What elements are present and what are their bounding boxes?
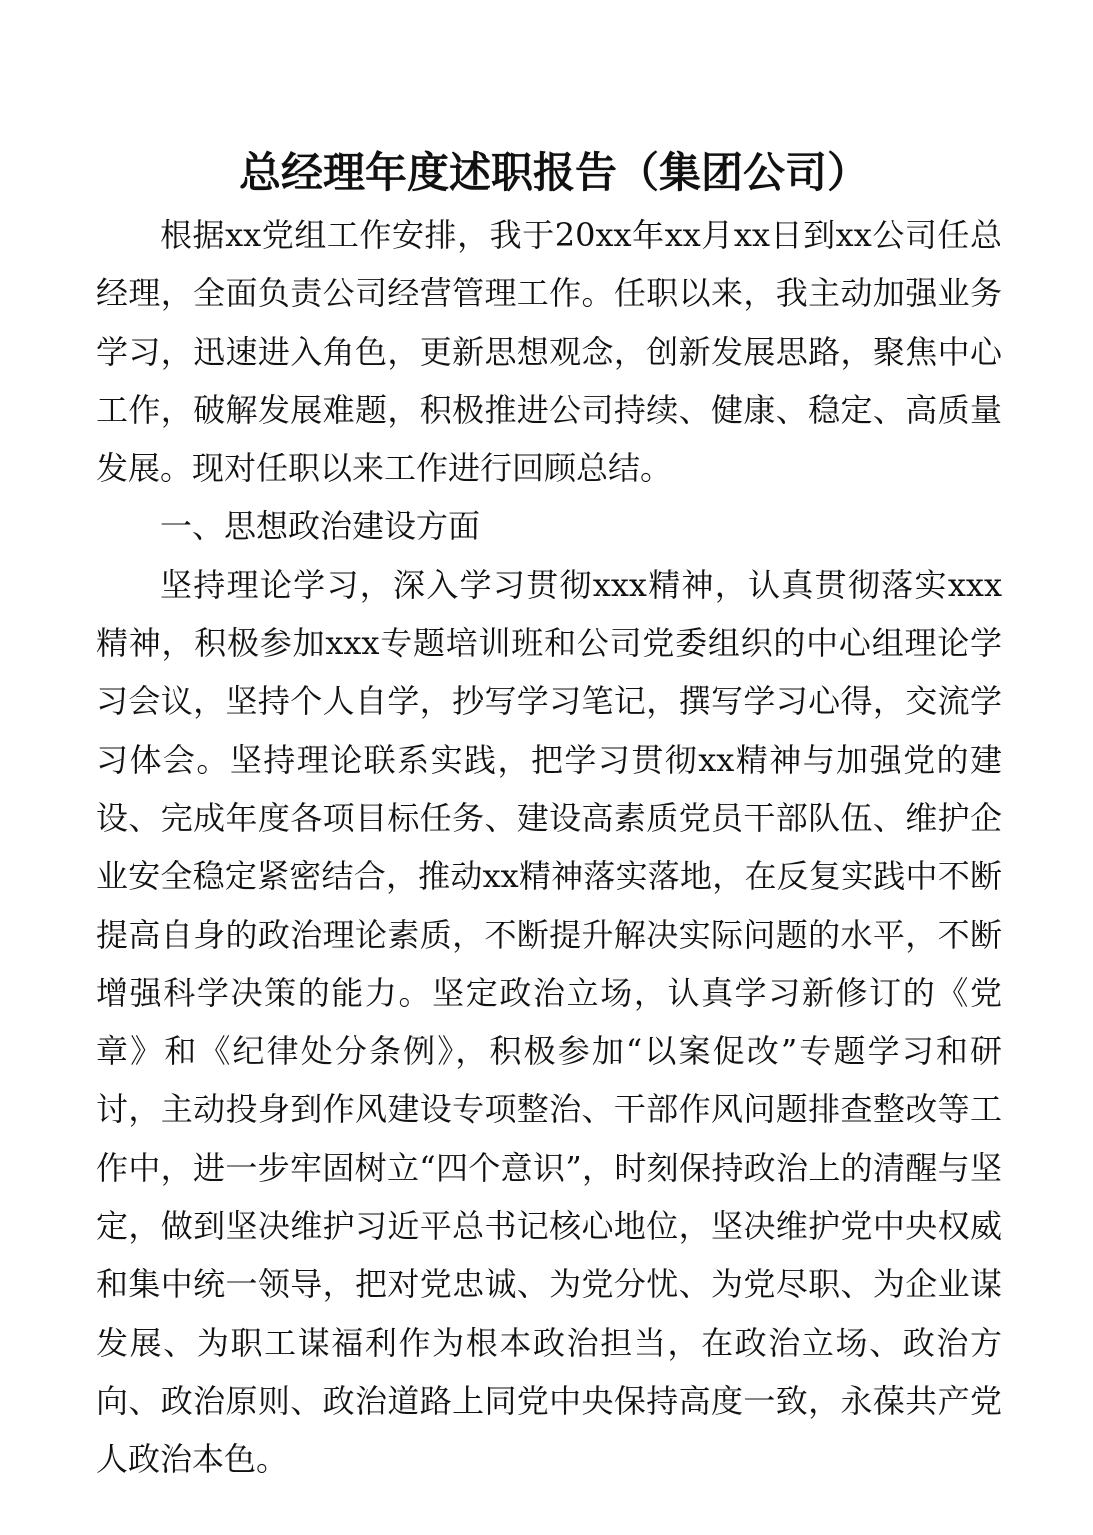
- intro-paragraph: 根据xx党组工作安排，我于20xx年xx月xx日到xx公司任总经理，全面负责公司经营管理工作。任职以来，我主动加强业务学习，迅速进入角色，更新思想观念，创新发展思路，聚焦中心工作，破解发展难题，积极推进公司持续、健康、稳定、高质量发展。现对任职以来工作进行回顾总结。: [96, 216, 1002, 488]
- section-heading: 一、思想政治建设方面: [160, 507, 481, 546]
- body-paragraph: 坚持理论学习，深入学习贯彻xxx精神，认真贯彻落实xxx精神，积极参加xxx专题培训班和公司党委组织的中心组理论学习会议，坚持个人自学，抄写学习笔记，撰写学习心得，交流学习体会。坚持理论联系实践，把学习贯彻xx精神与加强党的建设、完成年度各项目标任务、建设高素质党员干部队伍、维护企业安全稳定紧密结合，推动xx精神落实落地，在反复实践中不断提高自身的政治理论素质，不断提升解决实际问题的水平，不断增强科学决策的能力。坚定政治立场，认真学习新修订的《党章》和《纪律处分条例》，积极参加“以案促改”专题学习和研讨，主动投身到作风建设专项整治、干部作风问题排查整改等工作中，进一步牢固树立“四个意识”，时刻保持政治上的清醒与坚定，做到坚决维护习近平总书记核心地位，坚决维护党中央权威和集中统一领导，把对党忠诚、为党分忧、为党尽职、为企业谋发展、为职工谋福利作为根本政治担当，在政治立场、政治方向、政治原则、政治道路上同党中央保持高度一致，永葆共产党人政治本色。: [96, 565, 1002, 1479]
- document-title: 总经理年度述职报告（集团公司）: [238, 148, 869, 197]
- document-body: [96, 140, 1002, 1489]
